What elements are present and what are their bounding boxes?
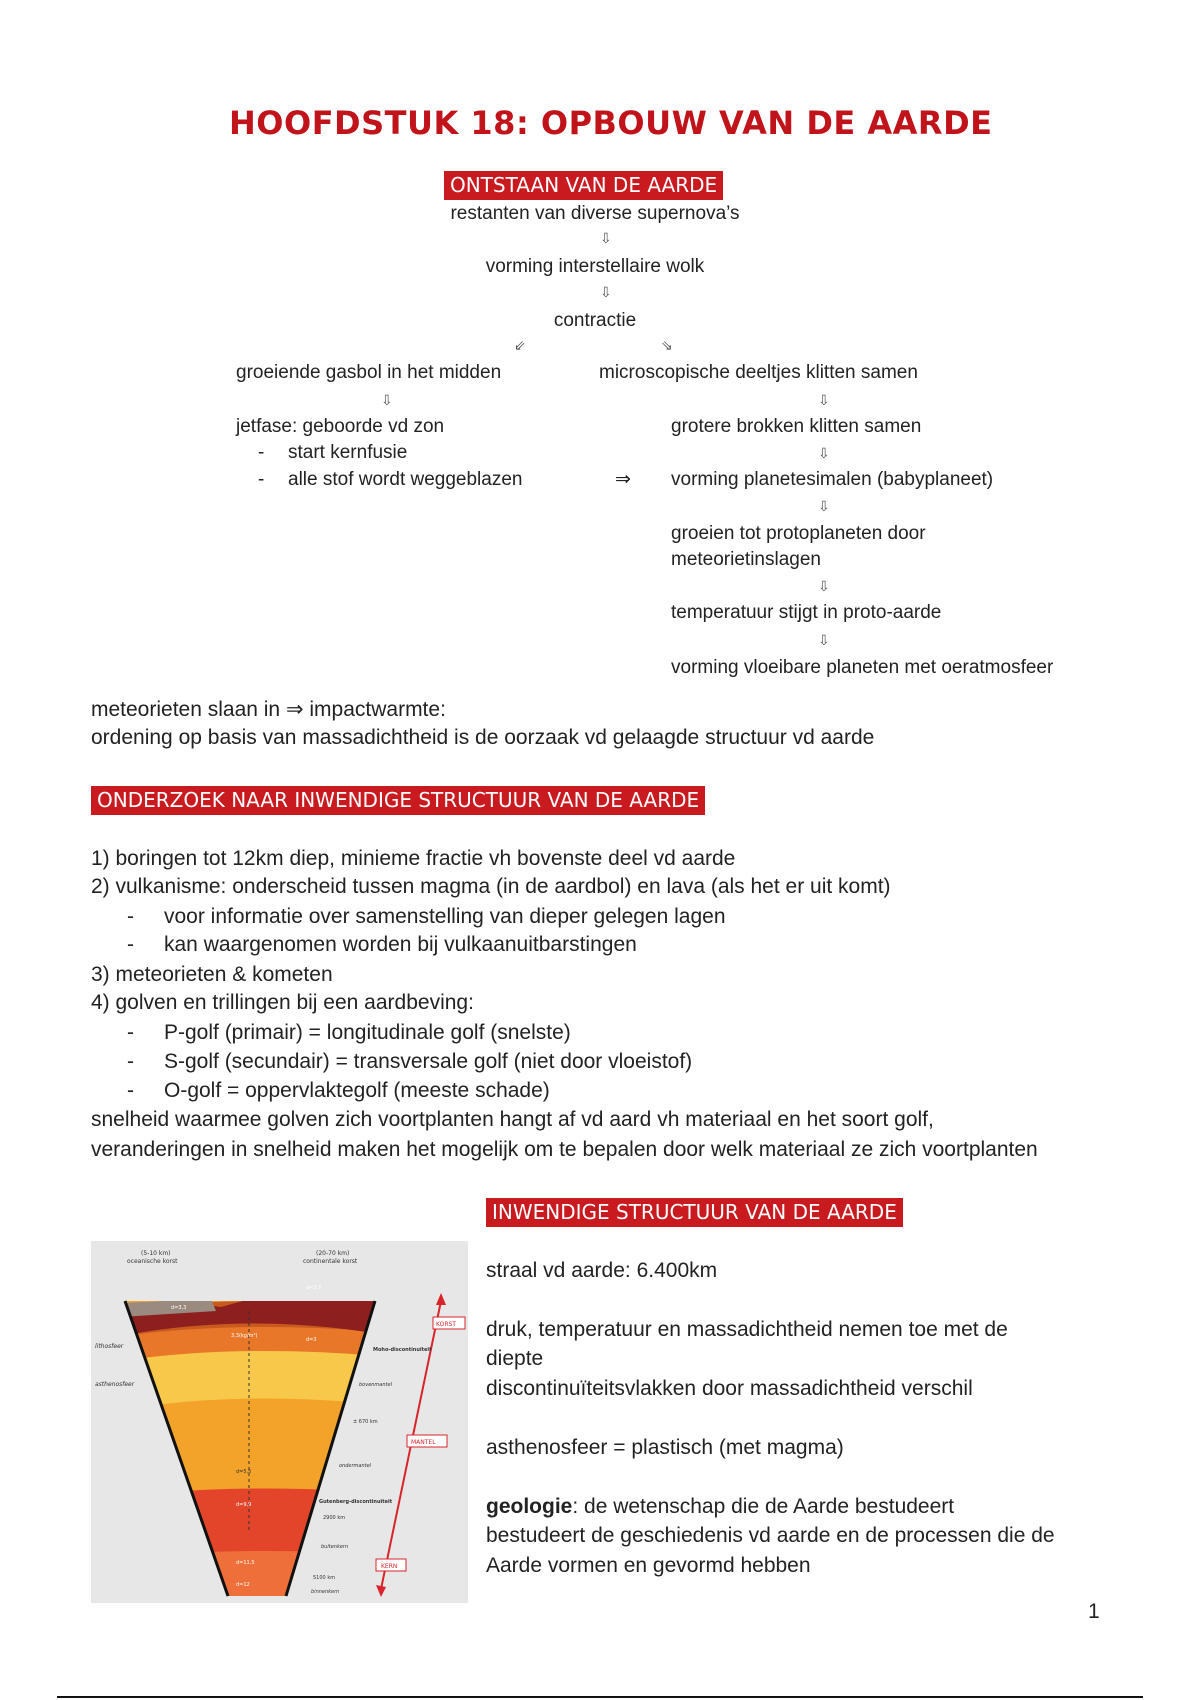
flow-right-brokken: grotere brokken klitten samen [671,416,922,437]
flow-left-bullet-1 [236,441,407,465]
list-subitem [91,903,726,931]
depth-5100: 5100 km [313,1575,336,1581]
list-item-meteorieten: 3) meteorieten & kometen [91,963,333,986]
list-subitem [91,1019,571,1047]
bullet-text: kan waargenomen worden bij vulkaanuitbarstingen [164,933,637,956]
arrow-down-icon: ⇩ [818,632,830,648]
arrow-down-icon: ⇩ [381,392,393,408]
bullet-text: alle stof wordt weggeblazen [288,469,523,490]
bullet-text: voor informatie over samenstelling van dieper gelegen lagen [164,905,726,928]
cont-crust-depth: (20-70 km) [316,1250,350,1257]
flow-right-temperatuur: temperatuur stijgt in proto-aarde [671,602,942,623]
density-1: d=3,3 [171,1305,187,1311]
note-ordening: ordening op basis van massadichtheid is de oorzaak vd gelaagde structuur vd aarde [91,726,875,749]
density-2: d=2,7 [306,1285,322,1291]
flow-step-supernova: restanten van diverse supernova’s [450,203,740,224]
geologie-definition: : de wetenschap die de Aarde bestudeert [572,1495,955,1518]
bullet-dash: - [127,933,134,956]
bullet-text: start kernfusie [288,442,408,463]
text-druk-2: diepte [486,1347,544,1370]
flow-right-planetesimalen: vorming planetesimalen (babyplaneet) [671,469,994,490]
earth-structure-diagram [91,1241,468,1603]
list-item-boringen: 1) boringen tot 12km diep, minieme fractie vh bovenste deel vd aarde [91,847,736,870]
bullet-text: O-golf = oppervlaktegolf (meeste schade) [164,1079,550,1102]
flow-left-jetfase: jetfase: geboorde vd zon [236,416,445,437]
text-druk: druk, temperatuur en massadichtheid nemen toe met de [486,1318,1008,1341]
flow-step-contractie: contractie [553,310,637,331]
text-geschiedenis-2: Aarde vormen en gevormd hebben [486,1554,811,1577]
text-geologie [486,1493,954,1521]
flow-right-protoplaneten: groeien tot protoplaneten door [671,523,926,544]
list-item-vulkanisme: 2) vulkanisme: onderscheid tussen magma (in de aardbol) en lava (als het er uit komt) [91,875,891,898]
bullet-dash: - [127,1079,134,1102]
geologie-term: geologie [486,1495,573,1518]
density-8: d=12 [236,1582,250,1588]
lithosfeer-label: lithosfeer [95,1343,124,1350]
page-title: HOOFDSTUK 18: OPBOUW VAN DE AARDE [229,104,993,142]
cont-crust-label: continentale korst [303,1258,358,1265]
density-3: d=3 [306,1337,317,1343]
bovenmantel-label: bovenmantel [359,1382,392,1388]
list-subitem [91,1077,550,1105]
list-subitem [91,1048,692,1076]
bullet-dash: - [258,469,265,490]
asthenosfeer-label: asthenosfeer [95,1381,135,1388]
buitenkern-label: buitenkern [321,1544,349,1550]
arrow-diag-left-icon: ⇙ [514,337,526,353]
text-discontinuiteit: discontinuïteitsvlakken door massadichtheid verschil [486,1377,973,1400]
arrow-down-icon: ⇩ [818,578,830,594]
flow-step-wolk: vorming interstellaire wolk [485,256,705,277]
arrow-down-icon: ⇩ [818,445,830,461]
flow-left-gasbol: groeiende gasbol in het midden [236,362,502,383]
list-item-golven: 4) golven en trillingen bij een aardbeving: [91,991,474,1014]
korst-label: KORST [436,1321,456,1328]
list-subitem [91,931,637,959]
density-6: d=9,9 [236,1502,252,1508]
kern-label: KERN [381,1563,398,1570]
note-impactwarmte: meteorieten slaan in ⇒ impactwarmte: [91,698,446,721]
section-header-inwendig: INWENDIGE STRUCTUUR VAN DE AARDE [486,1198,903,1227]
bullet-dash: - [258,442,265,463]
binnenkern-label: binnenkern [311,1589,340,1595]
arrow-diag-right-icon: ⇘ [661,337,673,353]
bullet-dash: - [127,1021,134,1044]
section-header-ontstaan: ONTSTAAN VAN DE AARDE [444,171,723,200]
flow-right-protoplaneten-2: meteorietinslagen [671,549,821,570]
density-5: d=5,5 [236,1469,252,1475]
bullet-text: P-golf (primair) = longitudinale golf (snelste) [164,1021,571,1044]
bullet-dash: - [127,1050,134,1073]
ondermantel-label: ondermantel [339,1463,372,1469]
depth-670: ± 670 km [353,1419,378,1425]
paragraph-veranderingen: veranderingen in snelheid maken het mogelijk om te bepalen door welk materiaal ze zich voortplanten [91,1138,1038,1161]
bullet-text: S-golf (secundair) = transversale golf (niet door vloeistof) [164,1050,693,1073]
density-7: d=11,5 [236,1560,255,1566]
ocean-crust-depth: (5-10 km) [141,1250,171,1257]
ocean-crust-label: oceanische korst [127,1258,178,1265]
text-geschiedenis: bestudeert de geschiedenis vd aarde en de processen die de [486,1524,1055,1547]
arrow-down-icon: ⇩ [818,498,830,514]
text-asthenosfeer: asthenosfeer = plastisch (met magma) [486,1436,844,1459]
footer-rule [57,1696,1143,1698]
bullet-dash: - [127,905,134,928]
text-straal: straal vd aarde: 6.400km [486,1259,718,1282]
flow-right-microscopisch: microscopische deeltjes klitten samen [599,362,918,383]
arrow-down-icon: ⇩ [600,284,612,300]
paragraph-snelheid: snelheid waarmee golven zich voortplanten hangt af vd aard vh materiaal en het soort golf, [91,1108,934,1131]
arrow-right-icon: ⇒ [615,469,631,490]
gutenberg-label: Gutenberg-discontinuïteit [319,1499,393,1505]
flow-left-bullet-2 [236,468,522,492]
flow-right-vloeibaar: vorming vloeibare planeten met oeratmosfeer [671,657,1054,678]
arrow-down-icon: ⇩ [818,392,830,408]
moho-label: Moho-discontinuïteit [373,1347,432,1353]
section-header-onderzoek: ONDERZOEK NAAR INWENDIGE STRUCTUUR VAN DE AARDE [91,786,705,815]
page-number: 1 [1088,1600,1100,1623]
density-4: 3,3(kg/m³) [231,1333,258,1339]
arrow-down-icon: ⇩ [600,230,612,246]
mantel-label: MANTEL [411,1439,436,1446]
depth-2900: 2900 km [323,1515,346,1521]
